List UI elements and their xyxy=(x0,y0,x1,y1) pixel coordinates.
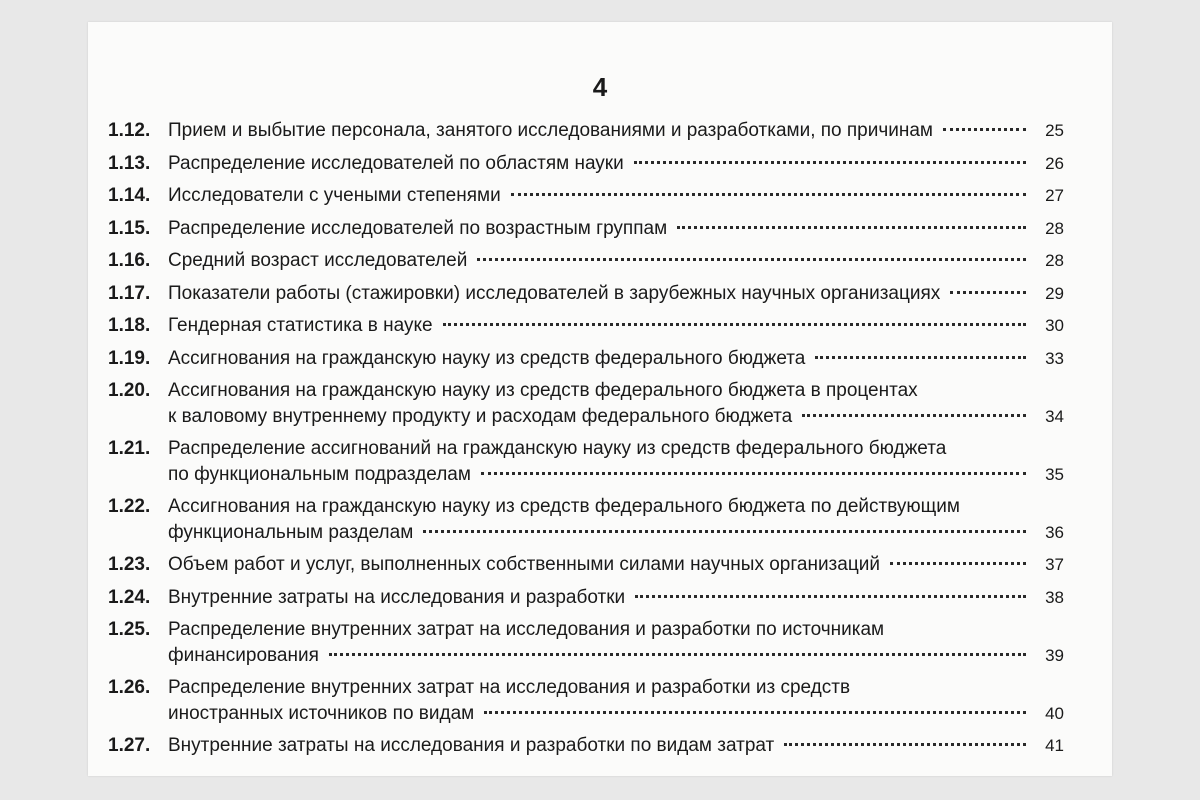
toc-entry[interactable] xyxy=(108,313,1064,339)
toc-entry-line-text: Ассигнования на гражданскую науку из средств федерального бюджета по действующим xyxy=(168,496,960,517)
toc-entry-line xyxy=(168,552,1064,578)
toc-entry-page: 37 xyxy=(1045,555,1064,574)
toc-entry-number: 1.23. xyxy=(108,554,151,575)
toc-entry-line-text: функциональным разделам xyxy=(168,522,414,543)
toc-entry[interactable] xyxy=(108,617,1064,669)
toc-entry-line xyxy=(168,281,1064,307)
toc-entry-line xyxy=(168,313,1064,339)
toc-entry-line xyxy=(168,675,1064,701)
document-page xyxy=(88,22,1112,776)
dot-leader xyxy=(443,323,1026,326)
toc-entry-line xyxy=(168,216,1064,242)
toc-entry[interactable] xyxy=(108,733,1064,759)
toc-entry-page: 41 xyxy=(1045,736,1064,755)
toc-entry-line-text: Распределение ассигнований на гражданскую науку из средств федерального бюджета xyxy=(168,438,947,459)
toc-entry[interactable] xyxy=(108,248,1064,274)
toc-entry-number: 1.25. xyxy=(108,619,151,640)
toc-entry[interactable] xyxy=(108,346,1064,372)
toc-entry-line-text: Распределение внутренних затрат на исследования и разработки по источникам xyxy=(168,619,885,640)
dot-leader xyxy=(511,193,1026,196)
toc-entry-number: 1.17. xyxy=(108,282,151,304)
toc-entry-line xyxy=(168,585,1064,611)
toc-entry-line xyxy=(168,520,1064,546)
toc-entry-line-text: по функциональным подразделам xyxy=(168,464,471,485)
toc-entry[interactable] xyxy=(108,552,1064,578)
toc-entry-line xyxy=(168,378,1064,404)
toc-entry-number: 1.26. xyxy=(108,677,151,698)
toc-entry-line xyxy=(168,404,1064,430)
toc-entry-title xyxy=(168,585,1064,611)
toc-entry-line xyxy=(168,643,1064,669)
toc-entry-page: 35 xyxy=(1045,465,1064,484)
toc-entry-line-text: Распределение исследователей по возрастным группам xyxy=(168,217,668,239)
toc-entry-line-text: Гендерная статистика в науке xyxy=(168,315,433,336)
toc-entry-line-text: Показатели работы (стажировки) исследователей в зарубежных научных организациях xyxy=(168,282,941,304)
dot-leader xyxy=(890,562,1026,565)
toc-entry-page: 28 xyxy=(1045,251,1064,270)
toc-entry-title xyxy=(168,216,1064,242)
toc-entry-number: 1.13. xyxy=(108,152,151,174)
toc-entry-number: 1.18. xyxy=(108,315,151,336)
toc-entry-title xyxy=(168,733,1064,759)
toc-entry-line xyxy=(168,494,1064,520)
dot-leader xyxy=(477,258,1026,261)
dot-leader xyxy=(481,472,1026,475)
toc-entry-line-text: иностранных источников по видам xyxy=(168,703,475,724)
toc-entry-line xyxy=(168,346,1064,372)
toc-entry-title xyxy=(168,118,1064,144)
toc-entry-number: 1.24. xyxy=(108,586,151,608)
toc-entry-line-text: Исследователи с учеными степенями xyxy=(168,185,501,206)
toc-entry-title xyxy=(168,552,1064,578)
toc-entry-title xyxy=(168,378,1064,430)
toc-entry-line-text: Объем работ и услуг, выполненных собственными силами научных организаций xyxy=(168,554,880,575)
toc-entry-page: 38 xyxy=(1045,587,1064,607)
toc-entry-line-text: Ассигнования на гражданскую науку из средств федерального бюджета в процентах xyxy=(168,380,918,401)
toc-entry-number: 1.21. xyxy=(108,438,151,459)
toc-entry-title xyxy=(168,248,1064,274)
table-of-contents xyxy=(108,118,1064,766)
toc-entry-line-text: Внутренние затраты на исследования и разработки по видам затрат xyxy=(168,735,775,756)
toc-entry-number: 1.20. xyxy=(108,380,151,401)
toc-entry-title xyxy=(168,281,1064,307)
toc-entry[interactable] xyxy=(108,378,1064,430)
toc-entry-line-text: Распределение исследователей по областям науки xyxy=(168,152,624,174)
dot-leader xyxy=(815,356,1026,359)
toc-entry-page: 36 xyxy=(1045,523,1064,542)
toc-entry-line-text: Ассигнования на гражданскую науку из средств федерального бюджета xyxy=(168,347,806,369)
toc-entry-line xyxy=(168,617,1064,643)
toc-entry[interactable] xyxy=(108,281,1064,307)
toc-entry-line xyxy=(168,151,1064,177)
dot-leader xyxy=(943,128,1026,131)
dot-leader xyxy=(950,291,1026,294)
toc-entry-line-text: Внутренние затраты на исследования и разработки xyxy=(168,586,626,608)
toc-entry[interactable] xyxy=(108,216,1064,242)
toc-entry-line-text: Средний возраст исследователей xyxy=(168,250,468,271)
dot-leader xyxy=(329,653,1026,656)
toc-entry-line xyxy=(168,462,1064,488)
toc-entry-page: 39 xyxy=(1045,646,1064,665)
toc-entry-line xyxy=(168,118,1064,144)
toc-entry-page: 28 xyxy=(1045,218,1064,238)
toc-entry-page: 33 xyxy=(1045,348,1064,368)
toc-entry-title xyxy=(168,436,1064,488)
toc-entry-title xyxy=(168,617,1064,669)
toc-entry-number: 1.12. xyxy=(108,120,151,141)
toc-entry-number: 1.14. xyxy=(108,185,151,206)
toc-entry-line-text: к валовому внутреннему продукту и расходам федерального бюджета xyxy=(168,406,793,427)
toc-entry-line xyxy=(168,248,1064,274)
toc-entry-number: 1.16. xyxy=(108,250,151,271)
toc-entry-page: 29 xyxy=(1045,283,1064,303)
toc-entry-page: 30 xyxy=(1045,316,1064,335)
toc-entry[interactable] xyxy=(108,183,1064,209)
toc-entry[interactable] xyxy=(108,436,1064,488)
toc-entry-title xyxy=(168,313,1064,339)
dot-leader xyxy=(784,743,1026,746)
toc-entry-line xyxy=(168,183,1064,209)
toc-entry-title xyxy=(168,151,1064,177)
page-number: 4 xyxy=(592,72,608,102)
toc-entry[interactable] xyxy=(108,118,1064,144)
dot-leader xyxy=(423,530,1026,533)
toc-entry-line xyxy=(168,436,1064,462)
toc-entry-line-text: финансирования xyxy=(168,645,319,666)
toc-entry[interactable] xyxy=(108,494,1064,546)
toc-entry-line xyxy=(168,701,1064,727)
toc-entry-line xyxy=(168,733,1064,759)
dot-leader xyxy=(484,711,1026,714)
toc-entry-title xyxy=(168,494,1064,546)
toc-entry-number: 1.19. xyxy=(108,347,151,369)
toc-entry[interactable] xyxy=(108,151,1064,177)
toc-entry-line-text: Прием и выбытие персонала, занятого исследованиями и разработками, по причинам xyxy=(168,120,933,141)
toc-entry-line-text: Распределение внутренних затрат на исследования и разработки из средств xyxy=(168,677,851,698)
dot-leader xyxy=(635,595,1026,598)
dot-leader xyxy=(802,414,1026,417)
toc-entry-page: 27 xyxy=(1045,186,1064,205)
toc-entry-number: 1.27. xyxy=(108,735,151,756)
toc-entry-title xyxy=(168,183,1064,209)
toc-entry-title xyxy=(168,346,1064,372)
dot-leader xyxy=(634,161,1026,164)
toc-entry-title xyxy=(168,675,1064,727)
dot-leader xyxy=(677,226,1026,229)
toc-entry-page: 25 xyxy=(1045,121,1064,140)
toc-entry[interactable] xyxy=(108,585,1064,611)
toc-entry-page: 34 xyxy=(1045,407,1064,426)
toc-entry[interactable] xyxy=(108,675,1064,727)
toc-entry-page: 26 xyxy=(1045,153,1064,173)
toc-entry-number: 1.15. xyxy=(108,217,151,239)
toc-entry-number: 1.22. xyxy=(108,496,151,517)
toc-entry-page: 40 xyxy=(1045,704,1064,723)
